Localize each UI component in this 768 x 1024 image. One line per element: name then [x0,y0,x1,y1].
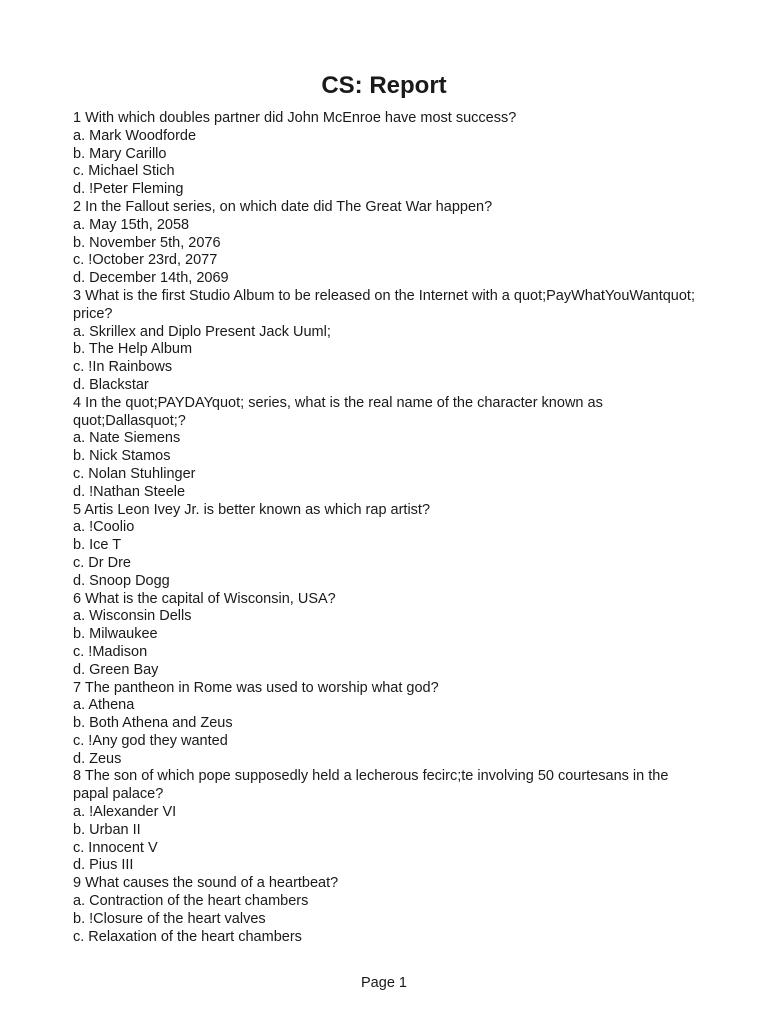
answer-option: d. Snoop Dogg [73,572,170,589]
answer-option: b. Both Athena and Zeus [73,715,233,732]
answer-option: a. Mark Woodforde [73,127,197,144]
answer-option: c. !Madison [73,643,148,660]
answer-option: c. Michael Stich [73,163,175,180]
page-number: Page 1 [361,975,407,991]
question-text: 6 What is the capital of Wisconsin, USA? [73,590,336,607]
answer-option: b. Milwaukee [73,626,158,643]
answer-option: a. !Alexander VI [73,804,177,821]
answer-option: c. Relaxation of the heart chambers [73,928,302,945]
answer-option: b. November 5th, 2076 [73,234,221,251]
question-block [73,288,703,395]
answer-option: a. Contraction of the heart chambers [73,893,309,910]
answer-option: d. Zeus [73,750,122,767]
answer-option: a. May 15th, 2058 [73,216,190,233]
answer-option: c. Nolan Stuhlinger [73,465,196,482]
answer-option: a. Athena [73,697,135,714]
question-block [73,199,703,288]
answer-option: a. Skrillex and Diplo Present Jack Uuml; [73,323,331,340]
answer-option: d. !Peter Fleming [73,181,184,198]
answer-option: d. !Nathan Steele [73,483,186,500]
question-text: 5 Artis Leon Ivey Jr. is better known as which rap artist? [73,501,431,518]
answer-option: b. Urban II [73,821,141,838]
question-block [73,502,703,591]
question-text: 1 With which doubles partner did John McEnroe have most success? [73,110,517,126]
answer-option: a. Nate Siemens [73,430,181,447]
answer-option: b. The Help Album [73,341,193,358]
answer-option: d. Blackstar [73,376,149,393]
answer-option: a. !Coolio [73,519,135,536]
answer-option: c. !Any god they wanted [73,732,228,749]
question-text: 4 In the quot;PAYDAYquot; series, what is the real name of the character known as quot;Dallasquot;? [73,394,603,429]
question-block [73,591,703,680]
question-list [73,110,703,946]
answer-option: d. December 14th, 2069 [73,270,229,287]
answer-option: c. Innocent V [73,839,158,856]
question-text: 7 The pantheon in Rome was used to worship what god? [73,679,439,696]
answer-option: b. Nick Stamos [73,448,171,465]
answer-option: c. Dr Dre [73,554,131,571]
question-block [73,395,703,502]
question-text: 9 What causes the sound of a heartbeat? [73,875,339,892]
answer-option: b. !Closure of the heart valves [73,910,266,927]
answer-option: a. Wisconsin Dells [73,608,192,625]
question-text: 8 The son of which pope supposedly held a lecherous fecirc;te involving 50 courtesans in the papal palace? [73,768,669,803]
answer-option: b. Ice T [73,537,122,554]
question-block [73,680,703,769]
question-text: 2 In the Fallout series, on which date did The Great War happen? [73,198,493,215]
answer-option: c. !October 23rd, 2077 [73,252,218,269]
question-block [73,110,703,199]
question-text: 3 What is the first Studio Album to be released on the Internet with a quot;PayWhatYouWantquot; price? [73,287,695,322]
answer-option: b. Mary Carillo [73,145,167,162]
question-block [73,875,703,946]
answer-option: d. Green Bay [73,661,159,678]
answer-option: c. !In Rainbows [73,359,173,376]
question-block [73,768,703,875]
answer-option: d. Pius III [73,857,134,874]
page-title: CS: Report [321,72,447,99]
